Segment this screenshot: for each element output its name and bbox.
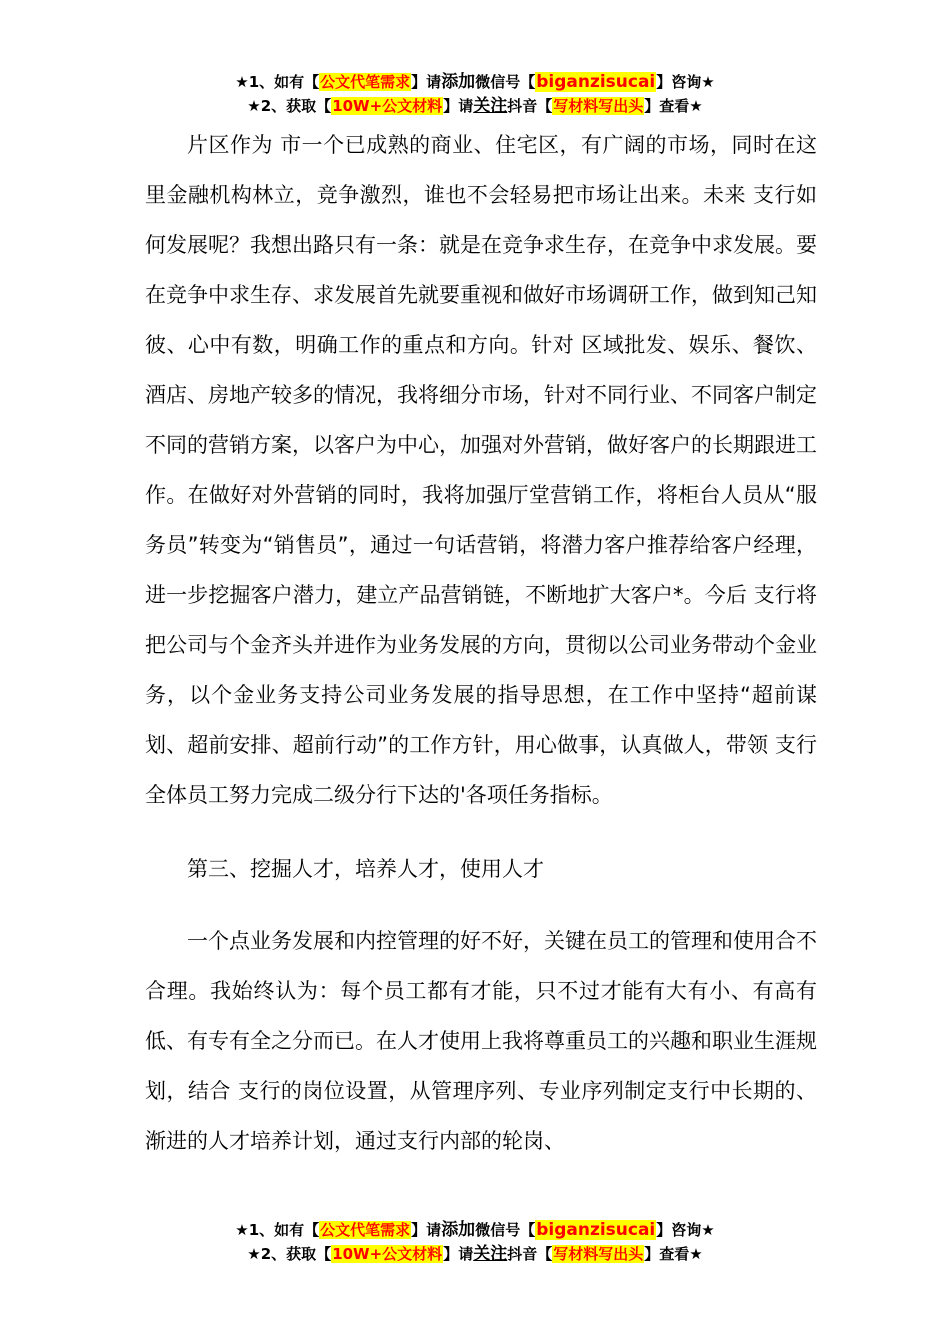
footer-line-2-emphasis: 关注 xyxy=(473,1244,508,1264)
paragraph-talent-management: 一个点业务发展和内控管理的好不好，关键在员工的管理和使用合不合理。我始终认为：每个员工都有才能，只不过才能有大有小、有高有低、有专有全之分而已。在人才使用上我将尊重员工的兴趣和职业生涯规划，结合 支行的岗位设置，从管理序列、专业序列制定支行中长期的、渐进的人才培养计划，通过支行内部的轮岗、 xyxy=(145,929,817,1153)
footer-banner-line-2 xyxy=(0,1242,950,1266)
banner-line-1-highlight-service: 公文代笔需求 xyxy=(320,73,411,91)
banner-line-2-prefix: ★2、获取【 xyxy=(247,97,332,115)
banner-line-1-middle-2: 微信号【 xyxy=(475,73,536,91)
footer-line-2-middle-2: 抖音【 xyxy=(507,1245,553,1263)
banner-line-2-middle: 】请 xyxy=(443,97,474,115)
footer-banner-line-1 xyxy=(0,1218,950,1242)
footer-line-1-suffix: 】咨询★ xyxy=(656,1221,715,1239)
banner-line-2-highlight-materials: 10W+公文材料 xyxy=(332,97,443,115)
banner-line-1-emphasis: 添加 xyxy=(441,72,476,92)
header-banner xyxy=(0,70,950,118)
footer-line-2-prefix: ★2、获取【 xyxy=(247,1245,332,1263)
banner-line-2 xyxy=(0,94,950,118)
footer-line-1-wechat-id: biganzisucai xyxy=(536,1220,656,1240)
footer-line-1-middle-2: 微信号【 xyxy=(475,1221,536,1239)
banner-line-1-wechat-id: biganzisucai xyxy=(536,72,656,92)
banner-line-1 xyxy=(0,70,950,94)
paragraph-market-strategy: 片区作为 市一个已成熟的商业、住宅区，有广阔的市场，同时在这里金融机构林立，竞争激烈，谁也不会轻易把市场让出来。未来 支行如何发展呢？我想出路只有一条：就是在竞争求生存，在竞争中求发展。要在竞争中求生存、求发展首先就要重视和做好市场调研工作，做到知己知彼、心中有数，明确工作的重点和方向。针对 区域批发、娱乐、餐饮、酒店、房地产较多的情况，我将细分市场，针对不同行业、不同客户制定不同的营销方案，以客户为中心，加强对外营销，做好客户的长期跟进工作。在做好对外营销的同时，我将加强厅堂营销工作，将柜台人员从“服务员”转变为“销售员”，通过一句话营销，将潜力客户推荐给客户经理，进一步挖掘客户潜力，建立产品营销链，不断地扩大客户*。今后 支行将把公司与个金齐头并进作为业务发展的方向，贯彻以公司业务带动个金业务，以个金业务支持公司业务发展的指导思想，在工作中坚持“超前谋划、超前安排、超前行动”的工作方针，用心做事，认真做人，带领 支行全体员工努力完成二级分行下达的'各项任务指标。 xyxy=(145,133,817,807)
footer-line-1-prefix: ★1、如有【 xyxy=(235,1221,320,1239)
banner-line-2-suffix: 】查看★ xyxy=(644,97,703,115)
banner-line-2-middle-2: 抖音【 xyxy=(507,97,553,115)
section-heading-talent: 第三、挖掘人才，培养人才，使用人才 xyxy=(187,857,544,881)
footer-line-2-douyin-id: 写材料写出头 xyxy=(553,1245,644,1263)
footer-line-2-suffix: 】查看★ xyxy=(644,1245,703,1263)
banner-line-1-prefix: ★1、如有【 xyxy=(235,73,320,91)
footer-line-1-emphasis: 添加 xyxy=(441,1220,476,1240)
banner-line-1-suffix: 】咨询★ xyxy=(656,73,715,91)
footer-line-2-highlight-materials: 10W+公文材料 xyxy=(332,1245,443,1263)
document-body xyxy=(145,120,817,1166)
banner-line-2-emphasis: 关注 xyxy=(473,96,508,116)
banner-line-2-douyin-id: 写材料写出头 xyxy=(553,97,644,115)
footer-line-1-middle: 】请 xyxy=(411,1221,442,1239)
footer-line-1-highlight-service: 公文代笔需求 xyxy=(320,1221,411,1239)
banner-line-1-middle: 】请 xyxy=(411,73,442,91)
footer-line-2-middle: 】请 xyxy=(443,1245,474,1263)
footer-banner xyxy=(0,1218,950,1266)
